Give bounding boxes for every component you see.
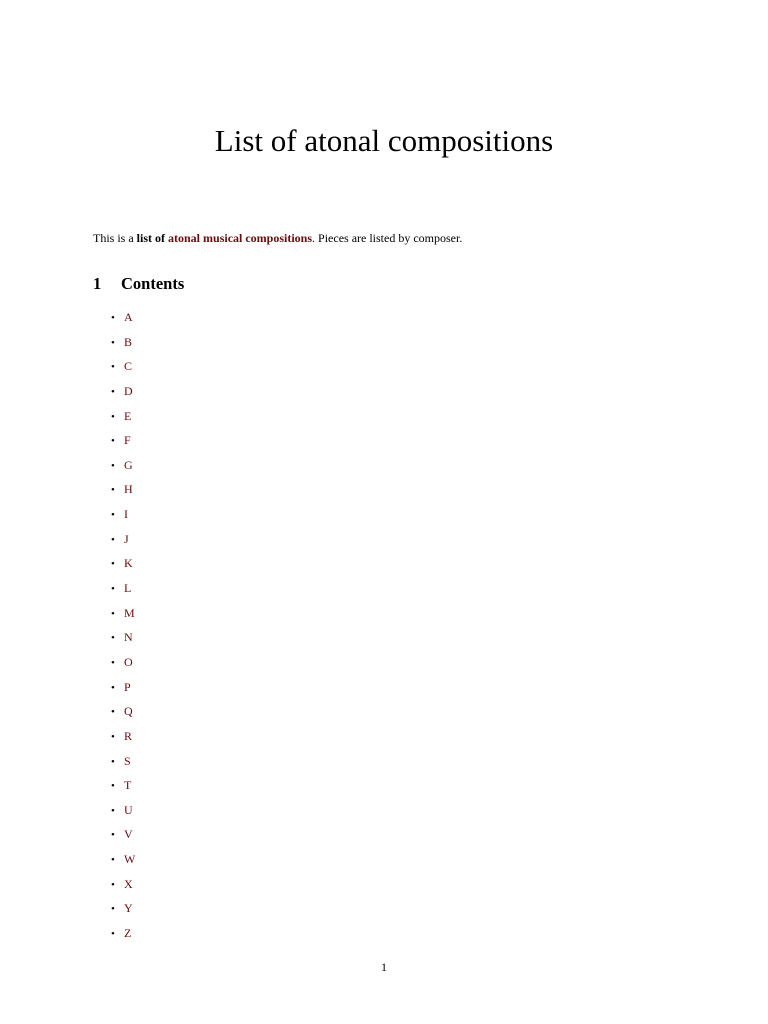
contents-link-g[interactable]: G	[124, 457, 133, 472]
contents-link-i[interactable]: I	[124, 507, 128, 522]
contents-link-j[interactable]: J	[124, 531, 129, 546]
bullet-icon: •	[111, 583, 115, 596]
list-item	[111, 876, 135, 901]
list-item	[111, 580, 135, 605]
bullet-icon: •	[111, 878, 115, 891]
contents-link-a[interactable]: A	[124, 310, 133, 324]
contents-link-t[interactable]: T	[124, 778, 132, 793]
contents-link-q[interactable]: Q	[124, 704, 133, 719]
bullet-icon: •	[111, 656, 115, 669]
list-item	[111, 432, 135, 457]
list-item	[111, 728, 135, 753]
bullet-icon: •	[111, 829, 115, 842]
contents-link-w[interactable]: W	[124, 852, 136, 867]
contents-link-z[interactable]: Z	[124, 926, 132, 941]
bullet-icon: •	[111, 435, 115, 448]
bullet-icon: •	[111, 804, 115, 817]
contents-link-p[interactable]: P	[124, 679, 131, 694]
bullet-icon: •	[111, 681, 115, 694]
atonal-compositions-link[interactable]: atonal musical compositions	[168, 231, 313, 245]
list-item	[111, 826, 135, 851]
list-item	[111, 654, 135, 679]
bullet-icon: •	[111, 706, 115, 719]
bullet-icon: •	[111, 509, 115, 522]
section-number: 1	[93, 274, 102, 293]
page-number: 1	[381, 960, 387, 974]
list-item	[111, 334, 135, 359]
list-item	[111, 851, 135, 876]
bullet-icon: •	[111, 730, 115, 743]
page-title: List of atonal compositions	[214, 123, 554, 158]
intro-bold-text: list of	[136, 231, 169, 245]
contents-link-r[interactable]: R	[124, 728, 133, 743]
contents-link-n[interactable]: N	[124, 630, 133, 645]
contents-link-v[interactable]: V	[124, 827, 133, 842]
list-item	[111, 506, 135, 531]
bullet-icon: •	[111, 336, 115, 349]
intro-suffix: . Pieces are listed by composer.	[312, 231, 463, 245]
contents-list	[111, 309, 135, 950]
bullet-icon: •	[111, 903, 115, 916]
bullet-icon: •	[111, 780, 115, 793]
contents-link-y[interactable]: Y	[124, 901, 133, 916]
section-title: Contents	[121, 274, 185, 293]
contents-link-c[interactable]: C	[124, 359, 133, 374]
bullet-icon: •	[111, 607, 115, 620]
bullet-icon: •	[111, 928, 115, 941]
bullet-icon: •	[111, 755, 115, 768]
contents-link-m[interactable]: M	[124, 605, 135, 620]
intro-prefix: This is a	[93, 231, 137, 245]
list-item	[111, 925, 135, 950]
bullet-icon: •	[111, 533, 115, 546]
list-item	[111, 457, 135, 482]
list-item	[111, 408, 135, 433]
bullet-icon: •	[111, 385, 115, 398]
contents-link-k[interactable]: K	[124, 556, 133, 571]
contents-link-x[interactable]: X	[124, 876, 133, 891]
bullet-icon: •	[111, 361, 115, 374]
list-item	[111, 383, 135, 408]
list-item	[111, 531, 135, 556]
contents-link-u[interactable]: U	[124, 802, 133, 817]
list-item	[111, 358, 135, 383]
bullet-icon: •	[111, 410, 115, 423]
list-item	[111, 900, 135, 925]
bullet-icon: •	[111, 632, 115, 645]
list-item	[111, 555, 135, 580]
list-item	[111, 605, 135, 630]
list-item	[111, 679, 135, 704]
contents-link-l[interactable]: L	[124, 581, 132, 596]
list-item	[111, 481, 135, 506]
contents-link-d[interactable]: D	[124, 383, 133, 398]
contents-heading	[93, 273, 184, 295]
contents-link-h[interactable]: H	[124, 482, 133, 497]
bullet-icon: •	[111, 459, 115, 472]
contents-link-b[interactable]: B	[124, 334, 133, 349]
contents-link-e[interactable]: E	[124, 408, 132, 423]
contents-link-o[interactable]: O	[124, 654, 133, 669]
contents-link-s[interactable]: S	[124, 753, 131, 768]
bullet-icon: •	[111, 854, 115, 867]
bullet-icon: •	[111, 484, 115, 497]
list-item	[111, 309, 135, 334]
intro-paragraph	[93, 230, 462, 246]
bullet-icon: •	[111, 312, 115, 324]
list-item	[111, 753, 135, 778]
list-item	[111, 777, 135, 802]
list-item	[111, 703, 135, 728]
contents-link-f[interactable]: F	[124, 433, 131, 448]
list-item	[111, 802, 135, 827]
bullet-icon: •	[111, 558, 115, 571]
list-item	[111, 629, 135, 654]
